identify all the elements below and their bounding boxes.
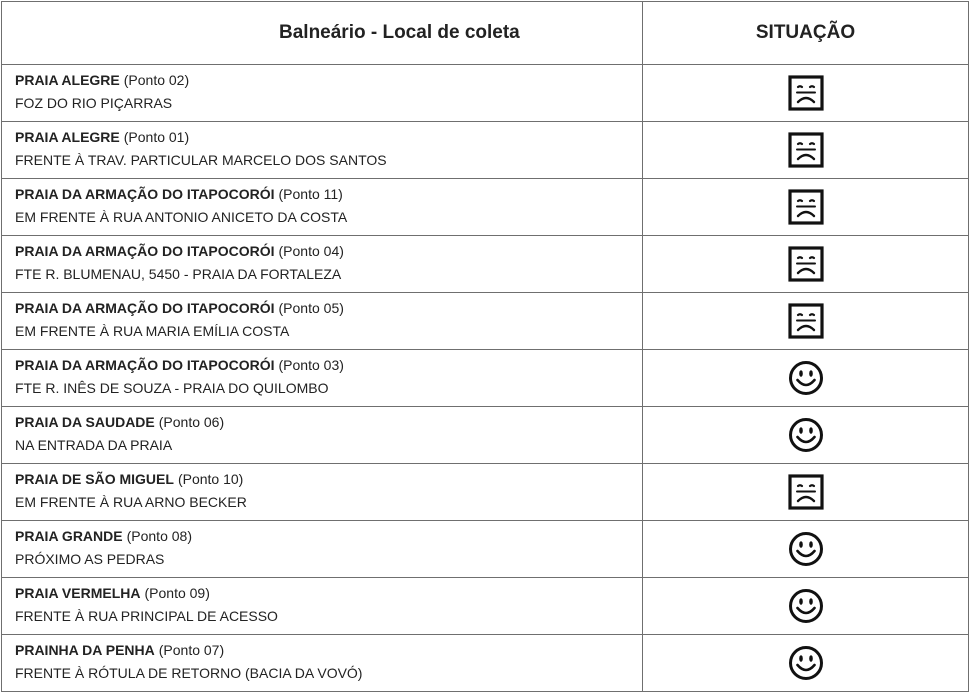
place-cell [2,65,643,122]
place-cell [2,179,643,236]
smiley-face-icon [787,530,825,568]
beach-name: PRAIA DA SAUDADE [15,414,155,430]
status-cell [643,65,969,122]
status-column-header: SITUAÇÃO [643,2,969,65]
status-cell [643,578,969,635]
sad-face-icon [787,131,825,169]
location-name: FRENTE À TRAV. PARTICULAR MARCELO DOS SANTOS [15,152,387,168]
location-name: PRÓXIMO AS PEDRAS [15,551,165,567]
point-label: (Ponto 06) [158,414,225,430]
location-name: FRENTE À RÓTULA DE RETORNO (BACIA DA VOVÓ) [15,665,363,681]
point-label: (Ponto 10) [177,471,244,487]
beach-column-header-label: Balneário - Local de coleta [279,22,520,43]
table-row [2,236,969,293]
beach-name: PRAIA VERMELHA [15,585,141,601]
point-label: (Ponto 11) [278,186,343,202]
status-cell [643,464,969,521]
sad-face-icon [787,302,825,340]
table-row [2,350,969,407]
table-row [2,521,969,578]
point-label: (Ponto 07) [158,642,225,658]
location-name: FRENTE À RUA PRINCIPAL DE ACESSO [15,608,278,624]
place-cell [2,236,643,293]
point-label: (Ponto 04) [278,243,344,259]
table-row [2,578,969,635]
smiley-face-icon [787,416,825,454]
beach-name: PRAIA DA ARMAÇÃO DO ITAPOCORÓI [15,357,275,373]
beach-name: PRAIA ALEGRE [15,72,120,88]
place-cell [2,122,643,179]
location-name: FTE R. BLUMENAU, 5450 - PRAIA DA FORTALEZA [15,266,342,282]
table-row [2,122,969,179]
beach-line [15,126,642,149]
beach-line [15,411,642,434]
beach-name: PRAIA GRANDE [15,528,123,544]
place-cell [2,293,643,350]
point-label: (Ponto 03) [278,357,344,373]
place-cell [2,464,643,521]
place-cell [2,578,643,635]
beach-name: PRAIA DA ARMAÇÃO DO ITAPOCORÓI [15,300,275,316]
point-label: (Ponto 08) [126,528,192,544]
table-row [2,179,969,236]
location-name: EM FRENTE À RUA ARNO BECKER [15,494,247,510]
smiley-face-icon [787,644,825,682]
table-row [2,407,969,464]
point-label: (Ponto 01) [123,129,190,145]
place-cell [2,521,643,578]
beach-line [15,297,642,320]
status-cell [643,350,969,407]
point-label: (Ponto 02) [123,72,190,88]
location-name: EM FRENTE À RUA ANTONIO ANICETO DA COSTA [15,209,348,225]
status-cell [643,293,969,350]
status-cell [643,521,969,578]
beach-quality-table [1,1,969,692]
location-name: NA ENTRADA DA PRAIA [15,437,173,453]
table-header [2,2,969,65]
beach-name: PRAIA DA ARMAÇÃO DO ITAPOCORÓI [15,186,275,202]
sad-face-icon [787,74,825,112]
beach-name: PRAIA ALEGRE [15,129,120,145]
status-cell [643,407,969,464]
status-cell [643,635,969,692]
table-row [2,635,969,692]
beach-line [15,69,642,92]
header-row [2,2,969,65]
point-label: (Ponto 09) [144,585,210,601]
place-cell [2,407,643,464]
location-name: FOZ DO RIO PIÇARRAS [15,95,173,111]
beach-line [15,582,642,605]
point-label: (Ponto 05) [278,300,344,316]
status-cell [643,179,969,236]
place-cell [2,635,643,692]
table-row [2,293,969,350]
smiley-face-icon [787,587,825,625]
beach-name: PRAIA DA ARMAÇÃO DO ITAPOCORÓI [15,243,275,259]
sad-face-icon [787,473,825,511]
place-cell [2,350,643,407]
table-body [2,65,969,692]
beach-column-header [2,2,643,65]
beach-line [15,240,642,263]
sad-face-icon [787,245,825,283]
location-name: EM FRENTE À RUA MARIA EMÍLIA COSTA [15,323,290,339]
beach-name: PRAIA DE SÃO MIGUEL [15,471,174,487]
beach-line [15,183,642,206]
status-cell [643,122,969,179]
beach-line [15,525,642,548]
location-name: FTE R. INÊS DE SOUZA - PRAIA DO QUILOMBO [15,380,329,396]
beach-line [15,468,642,491]
beach-line [15,639,642,662]
beach-name: PRAINHA DA PENHA [15,642,155,658]
sad-face-icon [787,188,825,226]
smiley-face-icon [787,359,825,397]
beach-line [15,354,642,377]
table-row [2,464,969,521]
table-row [2,65,969,122]
status-cell [643,236,969,293]
